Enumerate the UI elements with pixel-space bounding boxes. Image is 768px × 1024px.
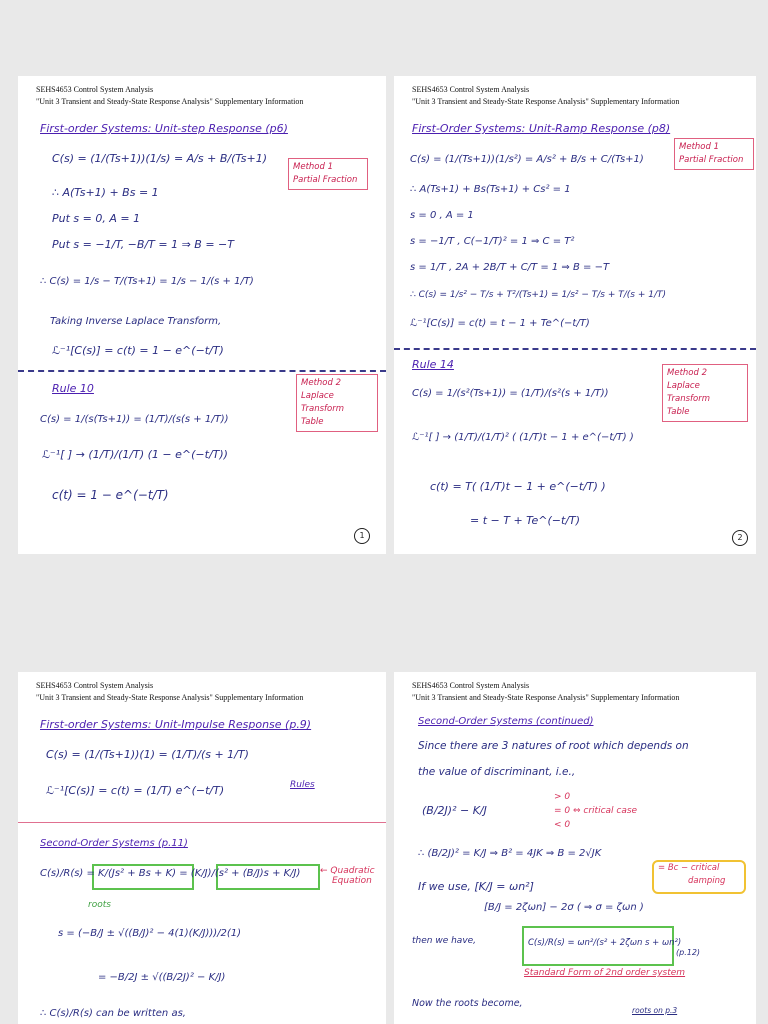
- section-title: First-Order Systems: Unit-Ramp Response (p8): [412, 122, 671, 135]
- section-title: First-order Systems: Unit-step Response (p6): [40, 122, 288, 135]
- annotation-line: Equation: [332, 876, 372, 886]
- note-line: Partial Fraction: [679, 155, 744, 165]
- equation-line: C(s) = 1/(s(Ts+1)) = (1/T)/(s(s + 1/T)): [40, 414, 229, 425]
- equation-line: ℒ⁻¹[C(s)] = c(t) = 1 − e^(−t/T): [52, 344, 224, 357]
- note-line: = Bc − critical: [658, 863, 720, 873]
- equation-line: ∴ C(s) = 1/s² − T/s + T²/(Ts+1) = 1/s² − T/s + T/(s + 1/T): [410, 290, 667, 300]
- equation-line: ∴ C(s)/R(s) can be written as,: [40, 1008, 186, 1019]
- method-1-note: [288, 158, 368, 190]
- equation-line: Put s = −1/T, −B/T = 1 ⇒ B = −T: [52, 238, 234, 251]
- unit-title: "Unit 3 Transient and Steady-State Response Analysis" Supplementary Information: [412, 97, 680, 106]
- equation-line: Put s = 0, A = 1: [52, 212, 141, 225]
- case-line: > 0: [554, 792, 571, 802]
- section-divider: [18, 370, 386, 372]
- critical-note: [658, 862, 725, 888]
- equation-line: If we use, [K/J = ωn²]: [418, 880, 534, 893]
- equation-line: Taking Inverse Laplace Transform,: [50, 316, 222, 327]
- section-title: First-order Systems: Unit-Impulse Response (p.9): [40, 718, 312, 731]
- page-4: [394, 672, 756, 1024]
- discriminant-cases: [554, 790, 637, 832]
- note-line: damping: [688, 876, 726, 886]
- equation-line: (B/2J)² − K/J: [422, 804, 487, 817]
- unit-title: "Unit 3 Transient and Steady-State Response Analysis" Supplementary Information: [412, 693, 680, 702]
- method-2-note: [296, 374, 378, 432]
- course-title: SEHS4653 Control System Analysis: [36, 85, 154, 94]
- course-title: SEHS4653 Control System Analysis: [412, 85, 530, 94]
- text-line: then we have,: [412, 936, 477, 946]
- rule-label: Rule 10: [52, 382, 94, 395]
- equation-line: ℒ⁻¹[C(s)] = c(t) = (1/T) e^(−t/T): [46, 784, 225, 797]
- section-divider: [18, 822, 386, 823]
- rules-label: Rules: [290, 780, 315, 790]
- case-line: = 0 ⇔ critical case: [554, 806, 638, 816]
- unit-title: "Unit 3 Transient and Steady-State Response Analysis" Supplementary Information: [36, 97, 304, 106]
- rule-label: Rule 14: [412, 358, 454, 371]
- annotation: [320, 866, 375, 886]
- equation-line: = −B/2J ± √((B/2J)² − K/J): [98, 972, 226, 983]
- page-header: [412, 84, 746, 108]
- equation-line: C(s)/R(s) = K/(Js² + Bs + K) = (K/J)/(s² + (B/J)s + K/J): [40, 868, 301, 879]
- text-line: Since there are 3 natures of root which depends on: [418, 740, 689, 752]
- method-2-note: [662, 364, 748, 422]
- note-line: Laplace Transform: [301, 391, 345, 414]
- equation-line: = t − T + Te^(−t/T): [470, 514, 581, 527]
- note-line: Table: [667, 407, 690, 417]
- equation-line: ∴ A(Ts+1) + Bs = 1: [52, 186, 159, 199]
- page-2: [394, 76, 756, 554]
- page-header: [36, 680, 376, 704]
- note-line: Method 2: [667, 368, 707, 378]
- equation-line: ∴ A(Ts+1) + Bs(Ts+1) + Cs² = 1: [410, 184, 571, 195]
- page-1: [18, 76, 386, 554]
- equation-line: ℒ⁻¹[ ] → (1/T)/(1/T) (1 − e^(−t/T)): [42, 448, 228, 461]
- note-line: Method 2: [301, 378, 341, 388]
- reference: (p.12): [676, 948, 701, 957]
- text-line: the value of discriminant, i.e.,: [418, 766, 576, 778]
- page-number: 2: [732, 530, 748, 546]
- equation-line: [B/J = 2ζωn] − 2σ ( ⇒ σ = ζωn ): [484, 902, 644, 913]
- equation-line: c(t) = 1 − e^(−t/T): [52, 488, 169, 502]
- course-title: SEHS4653 Control System Analysis: [412, 681, 530, 690]
- equation-line: C(s)/R(s) = ωn²/(s² + 2ζωn s + ωn²): [528, 938, 682, 948]
- roots-label: roots: [88, 900, 111, 910]
- page-3: [18, 672, 386, 1024]
- equation-line: ℒ⁻¹[ ] → (1/T)/(1/T)² ( (1/T)t − 1 + e^(−t/T) ): [412, 432, 634, 443]
- equation-line: c(t) = T( (1/T)t − 1 + e^(−t/T) ): [430, 480, 606, 493]
- page-header: [412, 680, 746, 704]
- page-header: [36, 84, 376, 108]
- text-line: Now the roots become,: [412, 998, 523, 1009]
- note-line: Method 1: [679, 142, 719, 152]
- note-line: Table: [301, 417, 324, 427]
- note-line: Laplace Transform: [667, 381, 711, 404]
- equation-line: C(s) = (1/(Ts+1))(1/s) = A/s + B/(Ts+1): [52, 152, 268, 165]
- equation-line: C(s) = (1/(Ts+1))(1) = (1/T)/(s + 1/T): [46, 748, 249, 761]
- unit-title: "Unit 3 Transient and Steady-State Response Analysis" Supplementary Information: [36, 693, 304, 702]
- equation-line: s = −1/T , C(−1/T)² = 1 ⇒ C = T²: [410, 236, 575, 247]
- standard-form-label: Standard Form of 2nd order system: [524, 968, 686, 978]
- equation-line: C(s) = (1/(Ts+1))(1/s²) = A/s² + B/s + C/(Ts+1): [410, 154, 644, 165]
- note-line: Partial Fraction: [293, 175, 358, 185]
- equation-line: ∴ C(s) = 1/s − T/(Ts+1) = 1/s − 1/(s + 1/T): [40, 276, 254, 287]
- section-title: Second-Order Systems (continued): [418, 716, 594, 727]
- equation-line: s = 1/T , 2A + 2B/T + C/T = 1 ⇒ B = −T: [410, 262, 610, 273]
- note-line: Method 1: [293, 162, 333, 172]
- equation-line: s = 0 , A = 1: [410, 210, 474, 221]
- equation-line: ∴ (B/2J)² = K/J ⇒ B² = 4JK ⇒ B = 2√JK: [418, 848, 602, 859]
- section-title: Second-Order Systems (p.11): [40, 838, 188, 849]
- equation-line: C(s) = 1/(s²(Ts+1)) = (1/T)/(s²(s + 1/T)): [412, 388, 609, 399]
- course-title: SEHS4653 Control System Analysis: [36, 681, 154, 690]
- section-divider: [394, 348, 756, 350]
- page-number: 1: [354, 528, 370, 544]
- method-1-note: [674, 138, 754, 170]
- case-line: < 0: [554, 820, 571, 830]
- equation-line: ℒ⁻¹[C(s)] = c(t) = t − 1 + Te^(−t/T): [410, 318, 590, 329]
- equation-line: s = (−B/J ± √((B/J)² − 4(1)(K/J)))/2(1): [58, 928, 242, 939]
- reference: roots on p.3: [632, 1006, 678, 1015]
- annotation-line: ← Quadratic: [320, 866, 375, 876]
